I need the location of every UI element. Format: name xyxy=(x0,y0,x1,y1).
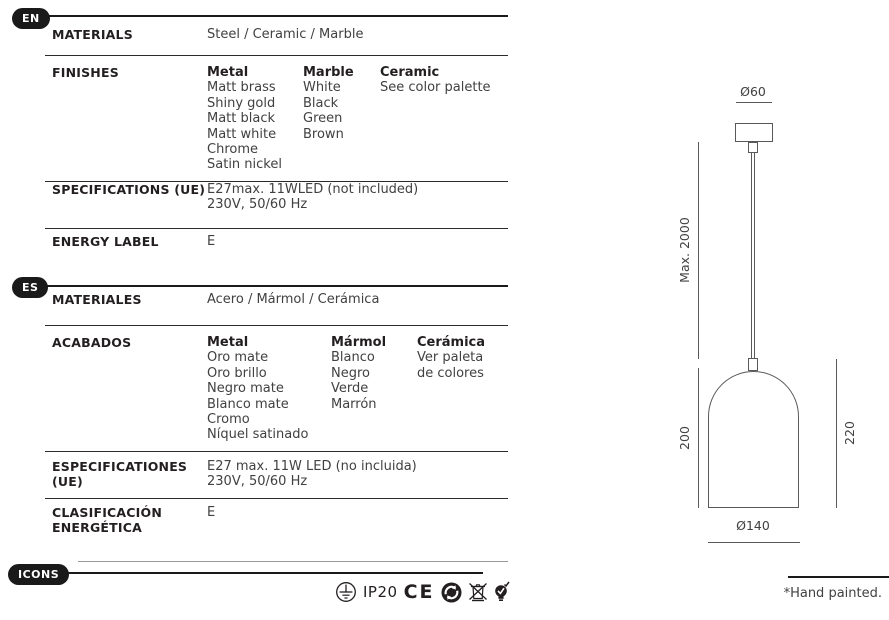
specifications-value xyxy=(207,182,418,213)
acabados-label: ACABADOS xyxy=(52,335,132,350)
section-rule-es xyxy=(38,285,508,287)
ip20-rating-text: IP20 xyxy=(363,583,398,601)
column-header: Ceramic xyxy=(380,65,440,80)
lang-badge-es: ES xyxy=(12,277,48,298)
shade-dim-line xyxy=(708,542,800,543)
divider xyxy=(45,228,508,229)
lang-badge-en: EN xyxy=(12,8,50,29)
finish-item: Brown xyxy=(303,126,344,142)
certification-icons xyxy=(335,581,510,603)
fixture-height-dim: 220 xyxy=(842,421,857,445)
weee-crossed-bin-icon xyxy=(468,581,488,603)
section-rule-icons xyxy=(58,572,483,574)
energy-bulb-icon xyxy=(494,581,510,603)
energy-label: ENERGY LABEL xyxy=(52,234,159,249)
column-header: Metal xyxy=(207,335,249,350)
fixture-height-dim-line xyxy=(836,359,837,508)
footnote-rule xyxy=(788,576,889,578)
shade-height-dim: 200 xyxy=(677,426,692,450)
divider xyxy=(45,451,508,452)
finish-item: Matt white xyxy=(207,126,277,142)
shade-height-dim-line xyxy=(698,368,699,508)
acabados-ceramica-column xyxy=(417,335,485,381)
materiales-value: Acero / Mármol / Cerámica xyxy=(207,292,380,307)
finish-item: Green xyxy=(303,111,343,127)
label-line: ESPECIFICATIONES xyxy=(52,459,188,474)
suspension-cable xyxy=(751,153,755,359)
materials-label: MATERIALS xyxy=(52,27,133,42)
lamp-canopy xyxy=(735,123,773,142)
finish-item: Shiny gold xyxy=(207,95,276,111)
finish-item: de colores xyxy=(417,365,484,381)
column-header: Mármol xyxy=(331,335,387,350)
hand-painted-footnote: *Hand painted. xyxy=(783,586,882,601)
spec-line: 230V, 50/60 Hz xyxy=(207,474,308,490)
finish-item: Negro xyxy=(331,365,370,381)
finish-item: Marrón xyxy=(331,396,377,412)
section-rule-en xyxy=(38,15,508,17)
canopy-dim-line xyxy=(736,102,772,103)
specifications-label: SPECIFICATIONS (UE) xyxy=(52,182,206,197)
finish-item: See color palette xyxy=(380,80,491,96)
finish-item: Ver paleta xyxy=(417,350,484,366)
label-line: ENERGÉTICA xyxy=(52,520,142,536)
divider-thin xyxy=(78,561,508,562)
column-header: Cerámica xyxy=(417,335,486,350)
finish-item: Chrome xyxy=(207,142,258,158)
finish-item: Black xyxy=(303,95,339,111)
finish-item: Blanco mate xyxy=(207,396,289,412)
label-line: CLASIFICACIÓN xyxy=(52,505,163,520)
divider xyxy=(45,325,508,326)
finish-item: Matt brass xyxy=(207,80,276,96)
max-suspension-dim-line xyxy=(698,142,699,359)
label-line: (UE) xyxy=(52,474,83,490)
green-dot-recycle-icon xyxy=(441,582,462,603)
finish-item: White xyxy=(303,80,341,96)
finish-item: Cromo xyxy=(207,412,250,428)
spec-line: E27 max. 11W LED (no incluida) xyxy=(207,459,417,474)
finishes-marble-column xyxy=(303,65,354,142)
especificationes-value xyxy=(207,459,417,490)
finishes-label: FINISHES xyxy=(52,65,119,80)
class-i-earth-icon xyxy=(335,581,357,603)
finish-item: Matt black xyxy=(207,111,276,127)
icons-badge: ICONS xyxy=(8,564,69,585)
column-header: Metal xyxy=(207,65,249,80)
finish-item: Oro brillo xyxy=(207,365,267,381)
finish-item: Negro mate xyxy=(207,381,284,397)
clasificacion-value: E xyxy=(207,505,216,520)
shade-diameter-dim: Ø140 xyxy=(736,518,770,533)
acabados-metal-column xyxy=(207,335,308,443)
acabados-marmol-column xyxy=(331,335,386,412)
materials-value: Steel / Ceramic / Marble xyxy=(207,27,364,42)
canopy-diameter-dim: Ø60 xyxy=(740,84,766,99)
spec-line: E27max. 11WLED (not included) xyxy=(207,182,419,197)
divider xyxy=(45,55,508,56)
finish-item: Blanco xyxy=(331,350,375,366)
finish-item: Satin nickel xyxy=(207,157,282,173)
column-header: Marble xyxy=(303,65,354,80)
finish-item: Oro mate xyxy=(207,350,269,366)
lamp-socket xyxy=(748,358,758,371)
finish-item: Verde xyxy=(331,381,369,397)
ce-mark-icon: CE xyxy=(403,581,435,603)
finishes-metal-column xyxy=(207,65,282,173)
finishes-ceramic-column xyxy=(380,65,491,96)
finish-item: Níquel satinado xyxy=(207,427,309,443)
max-suspension-dim: Max. 2000 xyxy=(677,217,692,283)
spec-line: 230V, 50/60 Hz xyxy=(207,197,308,213)
divider xyxy=(45,498,508,499)
especificationes-label xyxy=(52,459,187,490)
energy-value: E xyxy=(207,234,216,249)
clasificacion-label xyxy=(52,505,162,536)
lamp-shade xyxy=(708,371,799,508)
canopy-connector xyxy=(748,142,758,153)
materiales-label: MATERIALES xyxy=(52,292,142,307)
